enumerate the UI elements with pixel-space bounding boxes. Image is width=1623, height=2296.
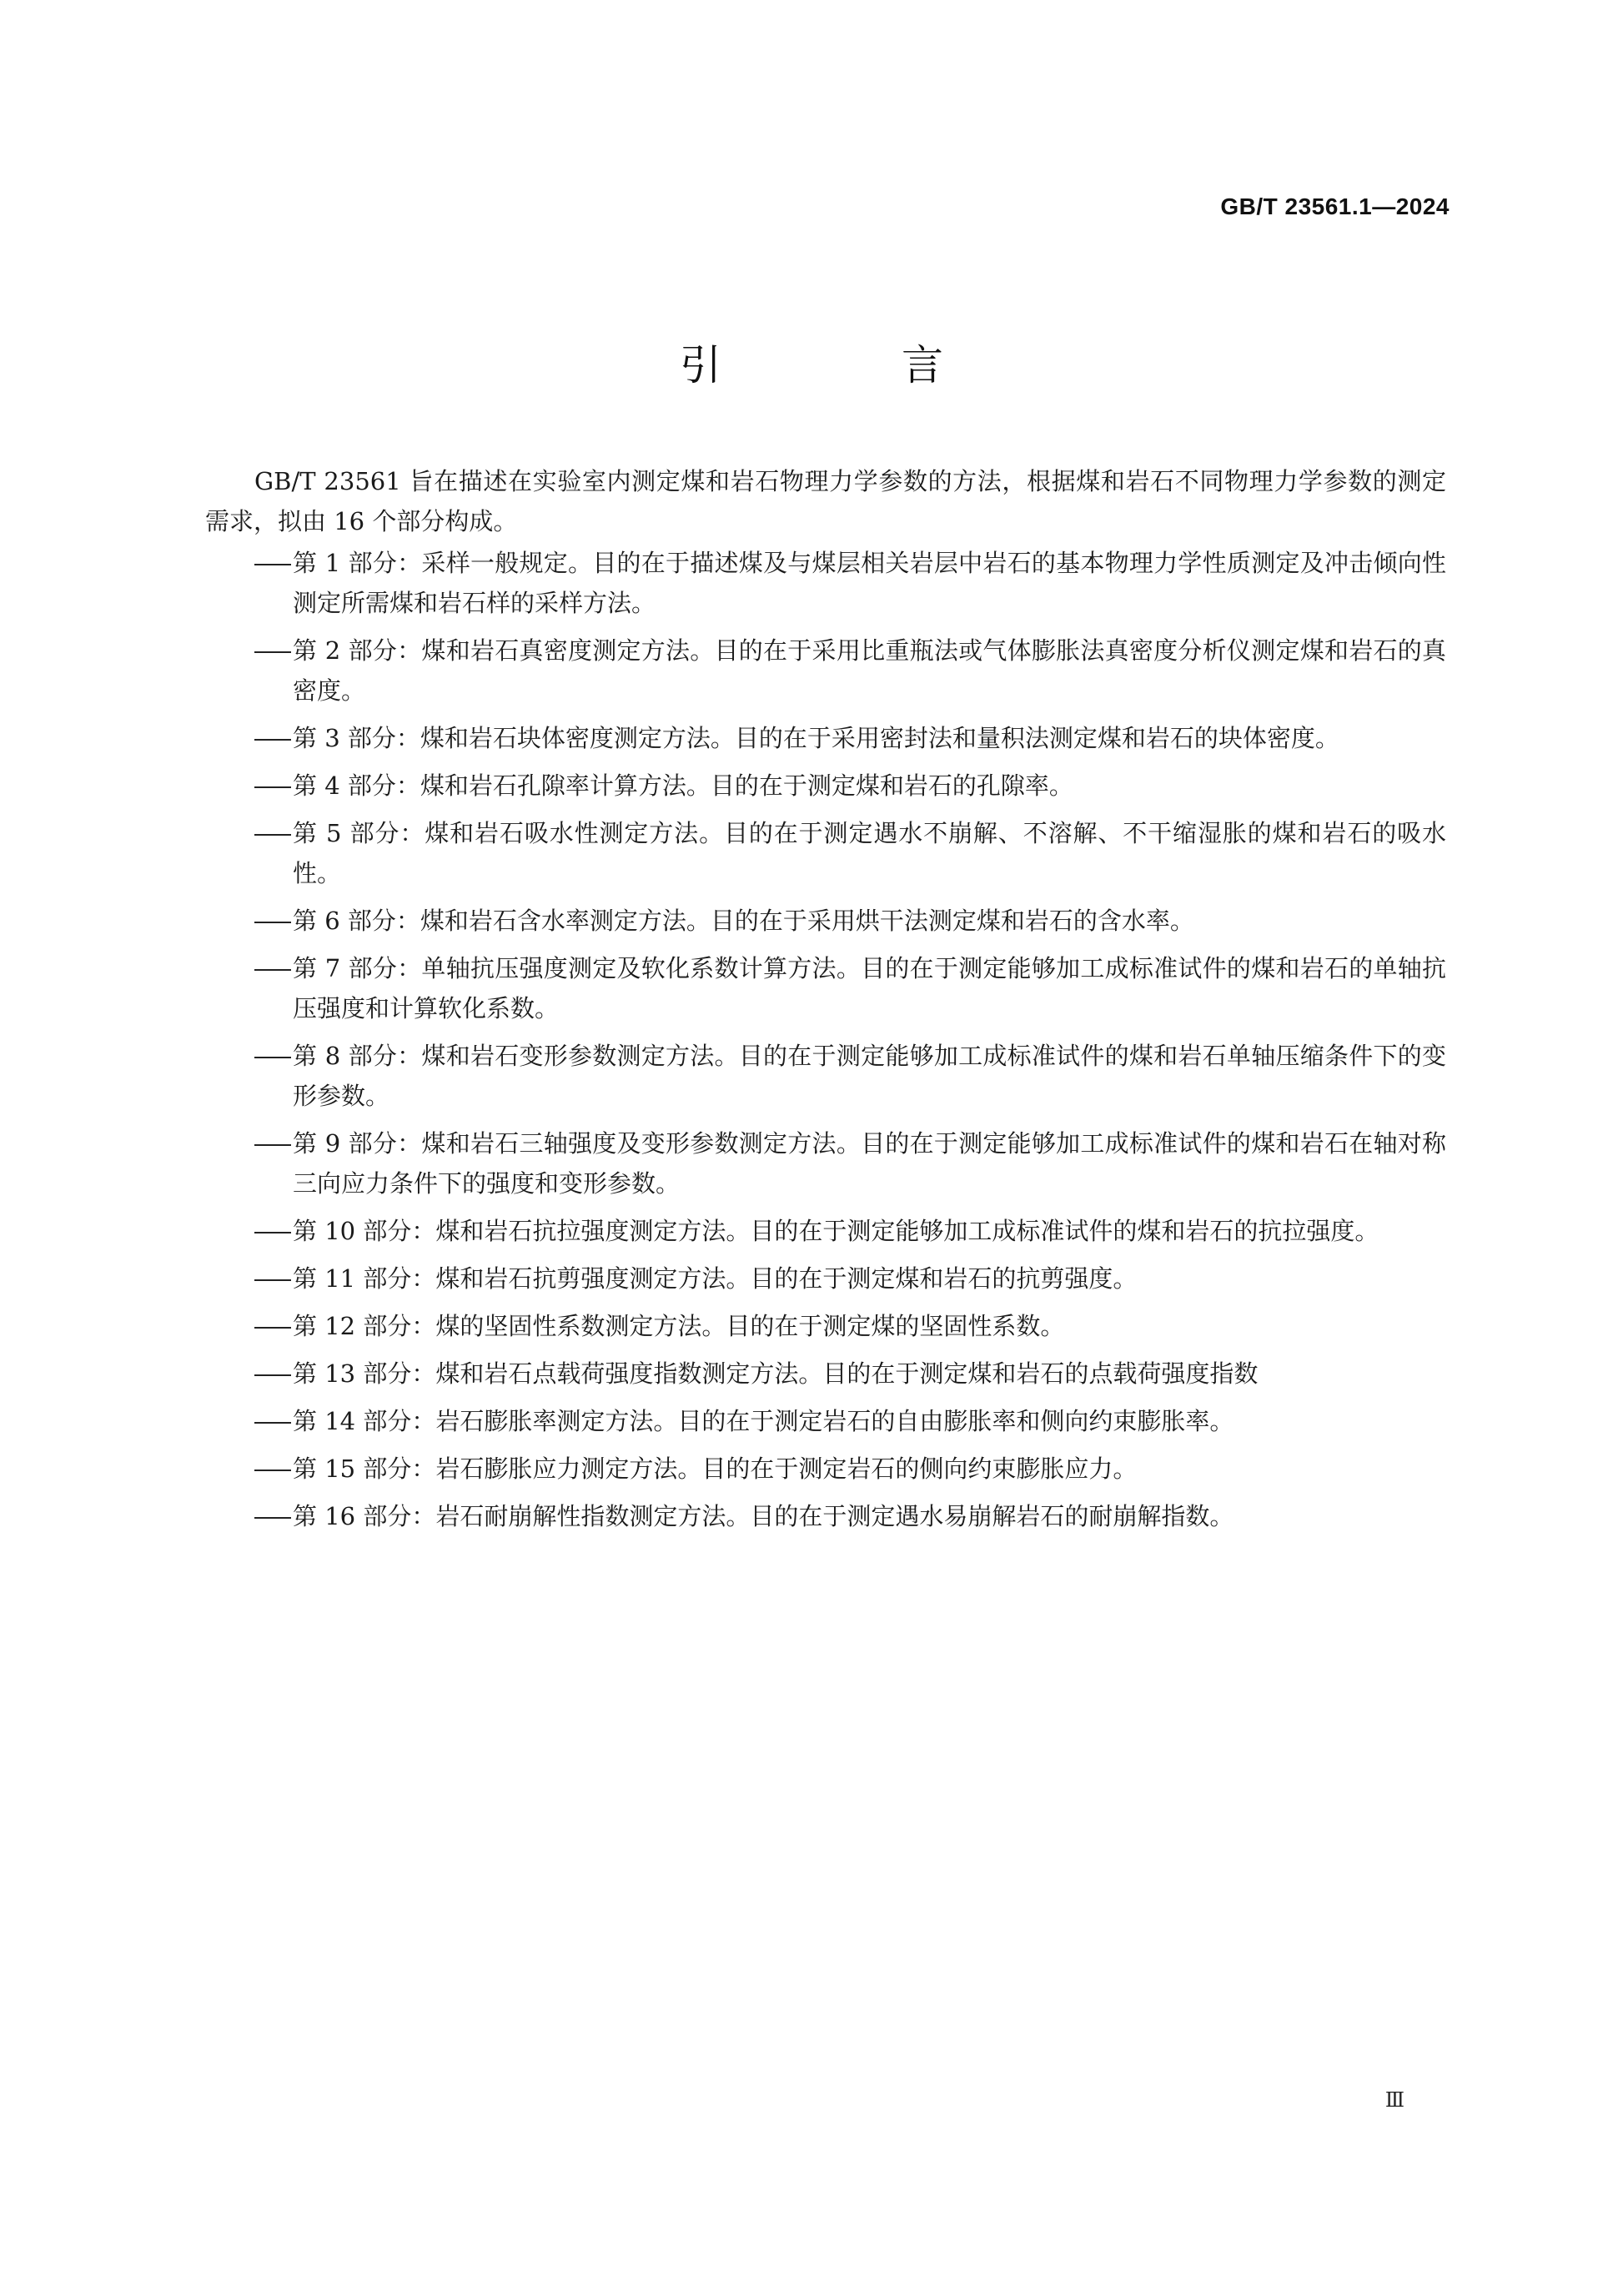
list-item <box>205 1449 1446 1489</box>
list-item-text: 第 4 部分：煤和岩石孔隙率计算方法。目的在于测定煤和岩石的孔隙率。 <box>293 771 1073 800</box>
list-item-text: 第 1 部分：采样一般规定。目的在于描述煤及与煤层相关岩层中岩石的基本物理力学性质测定及冲击倾向性测定所需煤和岩石样的采样方法。 <box>293 549 1446 617</box>
list-item <box>205 1259 1446 1299</box>
list-item <box>205 1401 1446 1441</box>
list-item <box>205 948 1446 1028</box>
list-item-text: 第 8 部分：煤和岩石变形参数测定方法。目的在于测定能够加工成标准试件的煤和岩石单轴压缩条件下的变形参数。 <box>293 1042 1446 1110</box>
page-number: Ⅲ <box>1384 2088 1404 2112</box>
list-item <box>205 718 1446 758</box>
document-body <box>205 461 1446 1544</box>
list-item-text: 第 14 部分：岩石膨胀率测定方法。目的在于测定岩石的自由膨胀率和侧向约束膨胀率。 <box>293 1407 1234 1435</box>
list-item-text: 第 9 部分：煤和岩石三轴强度及变形参数测定方法。目的在于测定能够加工成标准试件的煤和岩石在轴对称三向应力条件下的强度和变形参数。 <box>293 1129 1446 1198</box>
list-item <box>205 1306 1446 1346</box>
list-item <box>205 631 1446 711</box>
list-item <box>205 543 1446 623</box>
standard-code: GB/T 23561.1—2024 <box>1220 193 1450 219</box>
list-item-text: 第 7 部分：单轴抗压强度测定及软化系数计算方法。目的在于测定能够加工成标准试件的煤和岩石的单轴抗压强度和计算软化系数。 <box>293 954 1446 1022</box>
list-item-text: 第 16 部分：岩石耐崩解性指数测定方法。目的在于测定遇水易崩解岩石的耐崩解指数。 <box>293 1502 1234 1530</box>
list-item-text: 第 3 部分：煤和岩石块体密度测定方法。目的在于采用密封法和量积法测定煤和岩石的块体密度。 <box>293 724 1339 752</box>
list-item-text: 第 13 部分：煤和岩石点载荷强度指数测定方法。目的在于测定煤和岩石的点载荷强度指数 <box>293 1359 1259 1388</box>
list-item <box>205 1354 1446 1394</box>
list-item <box>205 901 1446 941</box>
list-item-text: 第 2 部分：煤和岩石真密度测定方法。目的在于采用比重瓶法或气体膨胀法真密度分析仪测定煤和岩石的真密度。 <box>293 636 1446 705</box>
list-item <box>205 1123 1446 1203</box>
intro-paragraph: GB/T 23561 旨在描述在实验室内测定煤和岩石物理力学参数的方法，根据煤和岩石不同物理力学参数的测定需求，拟由 16 个部分构成。 <box>205 467 1446 535</box>
page-title: 引 言 <box>680 341 1027 389</box>
list-item-text: 第 5 部分：煤和岩石吸水性测定方法。目的在于测定遇水不崩解、不溶解、不干缩湿胀的煤和岩石的吸水性。 <box>293 819 1446 887</box>
list-item <box>205 813 1446 893</box>
list-item <box>205 1036 1446 1116</box>
list-item <box>205 766 1446 806</box>
parts-list <box>205 543 1446 1536</box>
list-item <box>205 1496 1446 1536</box>
list-item-text: 第 11 部分：煤和岩石抗剪强度测定方法。目的在于测定煤和岩石的抗剪强度。 <box>293 1264 1138 1293</box>
list-item-text: 第 6 部分：煤和岩石含水率测定方法。目的在于采用烘干法测定煤和岩石的含水率。 <box>293 907 1194 935</box>
list-item-text: 第 15 部分：岩石膨胀应力测定方法。目的在于测定岩石的侧向约束膨胀应力。 <box>293 1454 1138 1483</box>
list-item-text: 第 12 部分：煤的坚固性系数测定方法。目的在于测定煤的坚固性系数。 <box>293 1312 1065 1340</box>
list-item <box>205 1211 1446 1251</box>
list-item-text: 第 10 部分：煤和岩石抗拉强度测定方法。目的在于测定能够加工成标准试件的煤和岩石的抗拉强度。 <box>293 1217 1379 1245</box>
